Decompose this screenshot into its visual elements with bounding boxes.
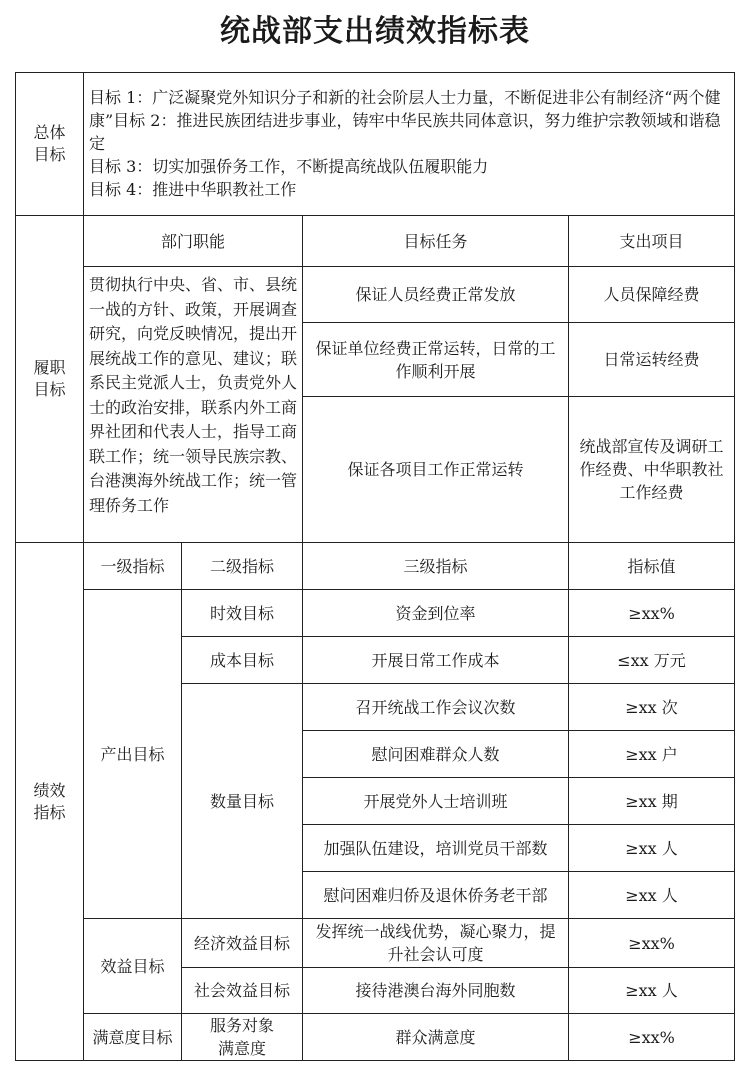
department-function-text: 贯彻执行中央、省、市、县统一战的方针、政策，开展调查研究，向党反映情况，提出开展统战工作的意见、建议；联系民主党派人士，负责党外人士的政治安排，联系内外工商界社团和代表人士，指导工商联工作；统一领导民族宗教、台港澳海外统战工作；统一管理侨务工作 bbox=[84, 267, 303, 543]
value-cell: ≥xx 户 bbox=[569, 731, 735, 778]
level1-satisfaction: 满意度目标 bbox=[84, 1014, 182, 1061]
duty-row bbox=[16, 267, 735, 323]
level1-benefit: 效益目标 bbox=[84, 919, 182, 1014]
duty-project: 日常运转经费 bbox=[569, 323, 735, 397]
value-cell: ≥xx% bbox=[569, 919, 735, 968]
value-cell: ≥xx 人 bbox=[569, 968, 735, 1014]
duty-project: 人员保障经费 bbox=[569, 267, 735, 323]
indicator-row bbox=[16, 590, 735, 637]
duty-task: 保证单位经费正常运转，日常的工 作顺利开展 bbox=[303, 323, 569, 397]
header-value: 指标值 bbox=[569, 543, 735, 590]
goal-3: 目标 3：切实加强侨务工作，不断提高统战队伍履职能力 bbox=[89, 156, 489, 176]
goal-4: 目标 4：推进中华职教社工作 bbox=[89, 179, 297, 199]
header-function: 部门职能 bbox=[84, 216, 303, 267]
duty-project: 统战部宣传及调研工 作经费、中华职教社 工作经费 bbox=[569, 397, 735, 543]
level3-cell: 召开统战工作会议次数 bbox=[303, 684, 569, 731]
value-cell: ≥xx 人 bbox=[569, 825, 735, 872]
level2-quantity: 数量目标 bbox=[182, 684, 303, 919]
header-project: 支出项目 bbox=[569, 216, 735, 267]
level2-economic: 经济效益目标 bbox=[182, 919, 303, 968]
level3-cell: 接待港澳台海外同胞数 bbox=[303, 968, 569, 1014]
level1-output: 产出目标 bbox=[84, 590, 182, 919]
value-cell: ≥xx 期 bbox=[569, 778, 735, 825]
level2-social: 社会效益目标 bbox=[182, 968, 303, 1014]
level3-cell: 慰问困难归侨及退休侨务老干部 bbox=[303, 872, 569, 919]
overall-goal-label: 总体 目标 bbox=[16, 73, 84, 216]
duty-task: 保证各项目工作正常运转 bbox=[303, 397, 569, 543]
level2-cost: 成本目标 bbox=[182, 637, 303, 684]
level3-cell: 群众满意度 bbox=[303, 1014, 569, 1061]
level3-cell: 发挥统一战线优势，凝心聚力，提 升社会认可度 bbox=[303, 919, 569, 968]
level3-cell: 加强队伍建设，培训党员干部数 bbox=[303, 825, 569, 872]
level3-cell: 慰问困难群众人数 bbox=[303, 731, 569, 778]
value-cell: ≥xx 人 bbox=[569, 872, 735, 919]
duty-header-row bbox=[16, 216, 735, 267]
value-cell: ≥xx% bbox=[569, 1014, 735, 1061]
value-cell: ≤xx 万元 bbox=[569, 637, 735, 684]
header-task: 目标任务 bbox=[303, 216, 569, 267]
value-cell: ≥xx% bbox=[569, 590, 735, 637]
level2-satisfaction: 服务对象 满意度 bbox=[182, 1014, 303, 1061]
indicator-row bbox=[16, 919, 735, 968]
perf-header-row bbox=[16, 543, 735, 590]
duty-goal-label: 履职 目标 bbox=[16, 216, 84, 543]
indicator-row bbox=[16, 1014, 735, 1061]
value-cell: ≥xx 次 bbox=[569, 684, 735, 731]
performance-label: 绩效 指标 bbox=[16, 543, 84, 1061]
header-level3: 三级指标 bbox=[303, 543, 569, 590]
header-level1: 一级指标 bbox=[84, 543, 182, 590]
performance-table bbox=[15, 72, 735, 1061]
overall-goal-row bbox=[16, 73, 735, 216]
level3-cell: 开展日常工作成本 bbox=[303, 637, 569, 684]
header-level2: 二级指标 bbox=[182, 543, 303, 590]
level2-time: 时效目标 bbox=[182, 590, 303, 637]
goal-1-2: 目标 1：广泛凝聚党外知识分子和新的社会阶层人士力量，不断促进非公有制经济“两个健康”目标 2：推进民族团结进步事业，铸牢中华民族共同体意识，努力维护宗教领域和谐稳定 bbox=[89, 87, 721, 153]
page-title: 统战部支出绩效指标表 bbox=[220, 14, 530, 49]
duty-task: 保证人员经费正常发放 bbox=[303, 267, 569, 323]
level3-cell: 资金到位率 bbox=[303, 590, 569, 637]
level3-cell: 开展党外人士培训班 bbox=[303, 778, 569, 825]
overall-goals bbox=[84, 73, 735, 216]
